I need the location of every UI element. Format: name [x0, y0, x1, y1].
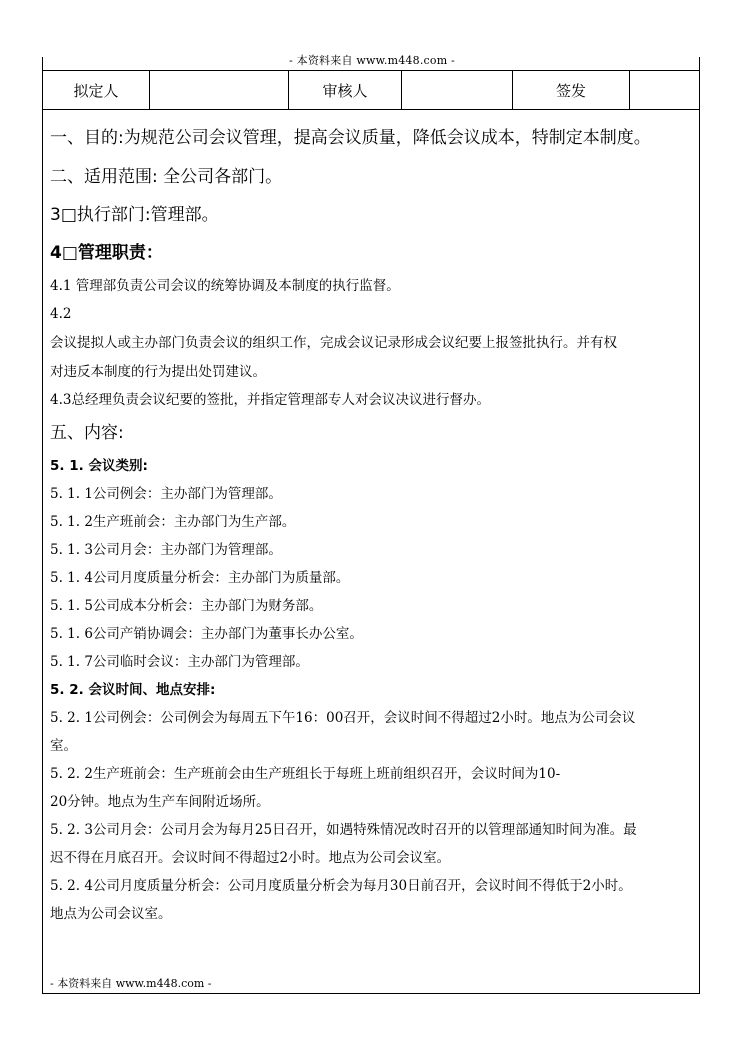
section-scope: 二、适用范围: 全公司各部门。: [50, 167, 283, 187]
subsection-5-1: 5. 1. 会议类别:: [50, 458, 148, 474]
list-item: 5. 1. 2生产班前会：主办部门为生产部。: [50, 514, 296, 530]
section-content: 五、内容:: [50, 423, 124, 443]
reviewer-value[interactable]: [402, 71, 513, 110]
issuer-value[interactable]: [630, 71, 700, 110]
reviewer-label: 审核人: [289, 71, 402, 110]
item-5-2-2-line1: 5. 2. 2生产班前会：生产班前会由生产班组长于每班上班前组织召开，会议时间为10-: [50, 766, 561, 782]
item-4-2-line2: 对违反本制度的行为提出处罚建议。: [50, 364, 266, 380]
subsection-5-2: 5. 2. 会议时间、地点安排:: [50, 682, 216, 698]
list-item: 5. 1. 4公司月度质量分析会：主办部门为质量部。: [50, 570, 350, 586]
item-4-2-number: 4.2: [50, 306, 72, 322]
issuer-label: 签发: [513, 71, 630, 110]
item-4-3: 4.3总经理负责会议纪要的签批，并指定管理部专人对会议决议进行督办。: [50, 392, 490, 408]
item-4-2-line1: 会议提拟人或主办部门负责会议的组织工作，完成会议记录形成会议纪要上报签批执行。并有权: [50, 335, 617, 351]
page-bottom-rule: [42, 993, 700, 994]
list-item: 5. 1. 1公司例会：主办部门为管理部。: [50, 486, 282, 502]
list-item: 5. 1. 5公司成本分析会：主办部门为财务部。: [50, 598, 323, 614]
footer-note: - 本资料来自 www.m448.com -: [50, 977, 212, 990]
item-5-2-1-line1: 5. 2. 1公司例会：公司例会为每周五下午16：00召开，会议时间不得超过2小时。地点为公司会议: [50, 710, 636, 726]
section-executing-dept: 3□执行部门:管理部。: [50, 205, 219, 225]
item-5-2-4-line2: 地点为公司会议室。: [50, 906, 172, 922]
item-5-2-2-line2: 20分钟。地点为生产车间附近场所。: [50, 794, 270, 810]
item-5-2-1-line2: 室。: [50, 738, 77, 754]
drafter-value[interactable]: [150, 71, 289, 110]
item-4-1: 4.1 管理部负责公司会议的统筹协调及本制度的执行监督。: [50, 278, 400, 294]
item-5-2-3-line1: 5. 2. 3公司月会：公司月会为每月25日召开，如遇特殊情况改时召开的以管理部通知时间为准。最: [50, 822, 637, 838]
list-item: 5. 1. 7公司临时会议：主办部门为管理部。: [50, 654, 309, 670]
item-5-2-4-line1: 5. 2. 4公司月度质量分析会：公司月度质量分析会为每月30日前召开，会议时间不得低于2小时。: [50, 878, 632, 894]
section-purpose: 一、目的:为规范公司会议管理，提高会议质量，降低会议成本，特制定本制度。: [50, 128, 651, 148]
section-responsibilities: 4□管理职责：: [50, 243, 163, 263]
document-body: [50, 118, 690, 928]
list-item: 5. 1. 6公司产销协调会：主办部门为董事长办公室。: [50, 626, 363, 642]
header-note: - 本资料来自 www.m448.com -: [289, 54, 455, 67]
item-5-2-3-line2: 迟不得在月底召开。会议时间不得超过2小时。地点为公司会议室。: [50, 850, 451, 866]
approval-table: [42, 70, 700, 110]
list-item: 5. 1. 3公司月会：主办部门为管理部。: [50, 542, 282, 558]
drafter-label: 拟定人: [43, 71, 150, 110]
